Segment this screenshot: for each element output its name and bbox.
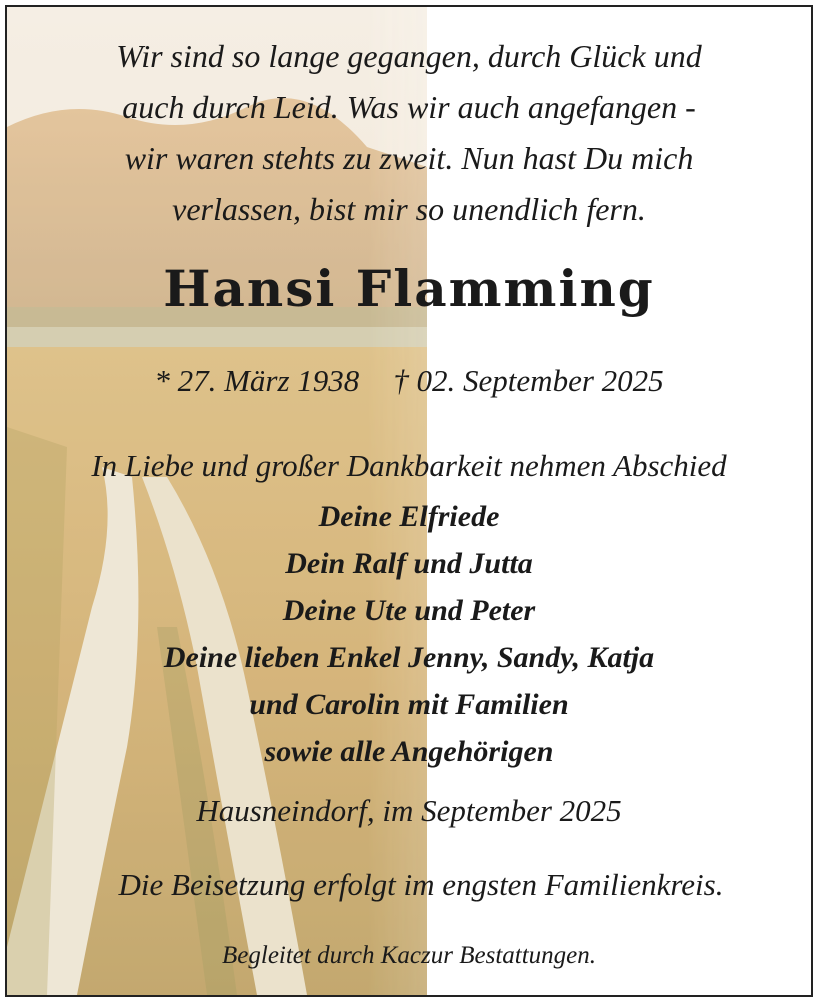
farewell-intro: In Liebe und großer Dankbarkeit nehmen Abschied xyxy=(91,448,727,483)
mourners-list xyxy=(7,493,811,775)
poem-line: auch durch Leid. Was wir auch angefangen - xyxy=(122,89,696,125)
poem-line: wir waren stehts zu zweit. Nun hast Du mich xyxy=(124,140,694,176)
undertaker-credit: Begleitet durch Kaczur Bestattungen. xyxy=(222,942,596,969)
burial-note: Die Beisetzung erfolgt im engsten Familienkreis. xyxy=(118,867,724,902)
mourner-line: und Carolin mit Familien xyxy=(249,688,569,721)
poem-line: Wir sind so lange gegangen, durch Glück und xyxy=(116,38,702,74)
death-date: † 02. September 2025 xyxy=(393,363,664,398)
mourner-line: Deine Elfriede xyxy=(318,500,500,533)
life-dates xyxy=(7,363,811,399)
mourner-line: sowie alle Angehörigen xyxy=(264,735,554,768)
mourner-line: Deine lieben Enkel Jenny, Sandy, Katja xyxy=(163,641,655,674)
poem-verse xyxy=(37,31,781,235)
birth-date: * 27. März 1938 xyxy=(154,363,360,398)
obituary-notice xyxy=(5,5,813,997)
poem-line: verlassen, bist mir so unendlich fern. xyxy=(172,191,646,227)
mourner-line: Deine Ute und Peter xyxy=(282,594,536,627)
place-and-date: Hausneindorf, im September 2025 xyxy=(196,793,622,828)
deceased-name: Hansi Flamming xyxy=(163,259,655,318)
mourner-line: Dein Ralf und Jutta xyxy=(285,547,533,580)
